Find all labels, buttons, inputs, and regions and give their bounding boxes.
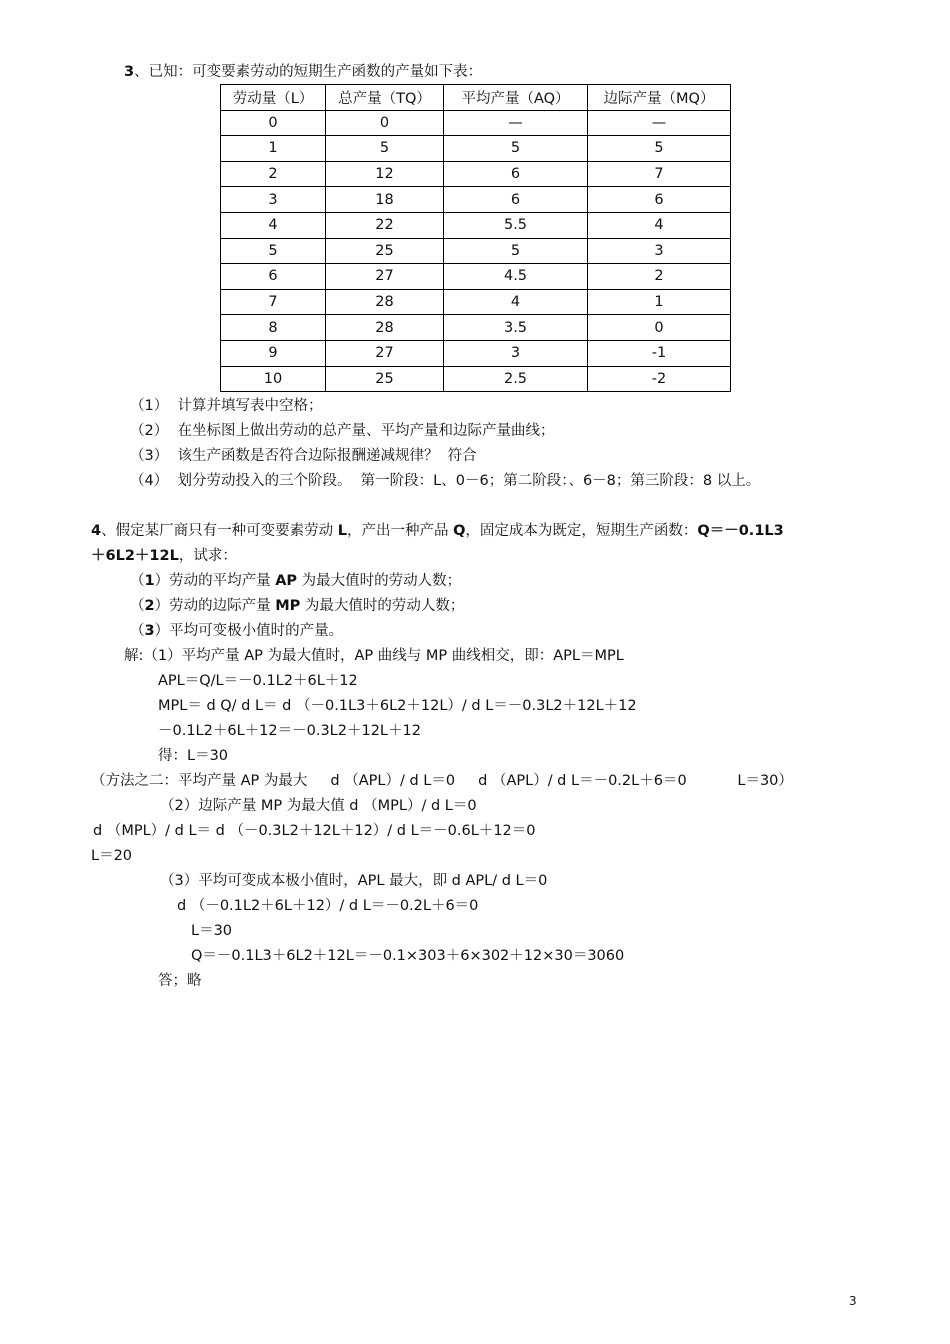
solution-line: （方法之二：平均产量 AP 为最大 d （APL）/ d L＝0 d （APL）/ d L＝－0.2L＋6＝0 L＝30） (91, 773, 793, 789)
table-cell: 5.5 (444, 212, 588, 238)
table-cell: 27 (326, 340, 444, 366)
solution-line: d （－0.1L2＋6L＋12）/ d L＝－0.2L＋6＝0 (177, 898, 479, 914)
solution-line: （3）平均可变成本极小值时，APL 最大，即 d APL/ d L＝0 (160, 873, 548, 889)
table-cell: 12 (326, 161, 444, 187)
q4-line-1 (91, 521, 784, 541)
table-row (221, 110, 731, 136)
sub-number: 1 (144, 573, 155, 589)
table-cell: — (588, 110, 731, 136)
solution-line: L＝20 (91, 848, 133, 864)
solution-line: d （MPL）/ d L＝ d （－0.3L2＋12L＋12）/ d L＝－0.6L＋12＝0 (93, 823, 536, 839)
table-cell: 0 (588, 315, 731, 341)
table-cell: -2 (588, 366, 731, 392)
sub-text: 为最大值时的劳动人数； (300, 598, 465, 614)
q4-var-q: Q (453, 523, 466, 539)
paren: （ (130, 623, 145, 639)
table-row (221, 264, 731, 290)
page-number: 3 (849, 1294, 857, 1308)
q3-item-1: （1） 计算并填写表中空格； (130, 398, 323, 414)
table-cell: 3.5 (444, 315, 588, 341)
solution-line: Q＝－0.1L3＋6L2＋12L＝－0.1×303＋6×302＋12×30＝3060 (191, 948, 625, 964)
table-cell: 25 (326, 238, 444, 264)
paren: （ (130, 598, 145, 614)
solution-line: 得：L＝30 (158, 748, 229, 764)
table-cell: 6 (221, 264, 326, 290)
q4-line-2 (91, 546, 237, 566)
header-cell: 边际产量（MQ） (588, 85, 731, 111)
q3-number: 3 (124, 64, 135, 80)
table-cell: 5 (221, 238, 326, 264)
table-cell: 9 (221, 340, 326, 366)
production-table (220, 84, 731, 392)
table-row (221, 340, 731, 366)
q3-title (124, 62, 482, 82)
q4-var-l: L (337, 523, 347, 539)
table-cell: 10 (221, 366, 326, 392)
table-cell: 18 (326, 187, 444, 213)
sub-var: MP (275, 598, 301, 614)
sub-text: ）劳动的平均产量 (154, 573, 276, 589)
q4-text: 、假定某厂商只有一种可变要素劳动 (101, 523, 338, 539)
q4-sub-3 (130, 621, 343, 641)
q3-item-3: （3） 该生产函数是否符合边际报酬递减规律？ 符合 (130, 448, 477, 464)
table-cell: 2 (221, 161, 326, 187)
sub-text: 为最大值时的劳动人数； (297, 573, 462, 589)
sub-text: ）劳动的边际产量 (154, 598, 276, 614)
header-cell: 平均产量（AQ） (444, 85, 588, 111)
table-cell: 1 (221, 136, 326, 162)
q4-formula: ＋6L2＋12L (91, 548, 179, 564)
table-cell: 28 (326, 315, 444, 341)
q3-item-2: （2） 在坐标图上做出劳动的总产量、平均产量和边际产量曲线； (130, 423, 555, 439)
table-cell: 4 (444, 289, 588, 315)
header-cell: 总产量（TQ） (326, 85, 444, 111)
table-cell: 6 (444, 187, 588, 213)
solution-line: （2）边际产量 MP 为最大值 d （MPL）/ d L＝0 (160, 798, 477, 814)
q3-item-4: （4） 划分劳动投入的三个阶段。 第一阶段：L、0－6；第二阶段：、6－8；第三阶段：8 以上。 (130, 473, 761, 489)
q3-title-text: 、已知：可变要素劳动的短期生产函数的产量如下表： (134, 64, 483, 80)
q4-text: ，产出一种产品 (346, 523, 454, 539)
sub-text: ）平均可变极小值时的产量。 (154, 623, 344, 639)
table-cell: 5 (444, 136, 588, 162)
table-cell: 4 (588, 212, 731, 238)
sub-var: AP (275, 573, 298, 589)
q4-text: ，固定成本为既定，短期生产函数： (465, 523, 698, 539)
solution-line: APL＝Q/L＝－0.1L2＋6L＋12 (158, 673, 358, 689)
table-cell: 5 (444, 238, 588, 264)
sub-number: 2 (144, 598, 155, 614)
table-row (221, 238, 731, 264)
table-cell: 2.5 (444, 366, 588, 392)
table-header-row (221, 85, 731, 111)
q4-formula: Q＝－0.1L3 (697, 523, 784, 539)
table-row (221, 212, 731, 238)
solution-line: L＝30 (191, 923, 233, 939)
table-cell: 1 (588, 289, 731, 315)
table-row (221, 187, 731, 213)
table-cell: 3 (588, 238, 731, 264)
q4-text: ，试求： (178, 548, 237, 564)
table-cell: 5 (326, 136, 444, 162)
table-cell: 25 (326, 366, 444, 392)
solution-line: 答；略 (158, 973, 202, 989)
table-row (221, 366, 731, 392)
paren: （ (130, 573, 145, 589)
table-row (221, 161, 731, 187)
sub-number: 3 (144, 623, 155, 639)
table-cell: 6 (444, 161, 588, 187)
table-cell: -1 (588, 340, 731, 366)
table-cell: 27 (326, 264, 444, 290)
solution-line: 解:（1）平均产量 AP 为最大值时，AP 曲线与 MP 曲线相交，即：APL＝MPL (124, 648, 624, 664)
q4-sub-2 (130, 596, 464, 616)
solution-line: －0.1L2＋6L＋12＝－0.3L2＋12L＋12 (158, 723, 421, 739)
table-cell: 28 (326, 289, 444, 315)
table-row (221, 289, 731, 315)
table-cell: 3 (221, 187, 326, 213)
table-cell: 7 (588, 161, 731, 187)
q4-number: 4 (91, 523, 102, 539)
table-row (221, 315, 731, 341)
table-cell: 0 (221, 110, 326, 136)
table-cell: 4.5 (444, 264, 588, 290)
table-cell: 4 (221, 212, 326, 238)
table-cell: 5 (588, 136, 731, 162)
header-cell: 劳动量（L） (221, 85, 326, 111)
table-cell: — (444, 110, 588, 136)
q4-sub-1 (130, 571, 461, 591)
table-cell: 0 (326, 110, 444, 136)
table-cell: 8 (221, 315, 326, 341)
table-cell: 6 (588, 187, 731, 213)
table-cell: 7 (221, 289, 326, 315)
table-cell: 2 (588, 264, 731, 290)
table-row (221, 136, 731, 162)
solution-line: MPL＝ d Q/ d L＝ d （－0.1L3＋6L2＋12L）/ d L＝－0.3L2＋12L＋12 (158, 698, 637, 714)
table-cell: 22 (326, 212, 444, 238)
table-cell: 3 (444, 340, 588, 366)
